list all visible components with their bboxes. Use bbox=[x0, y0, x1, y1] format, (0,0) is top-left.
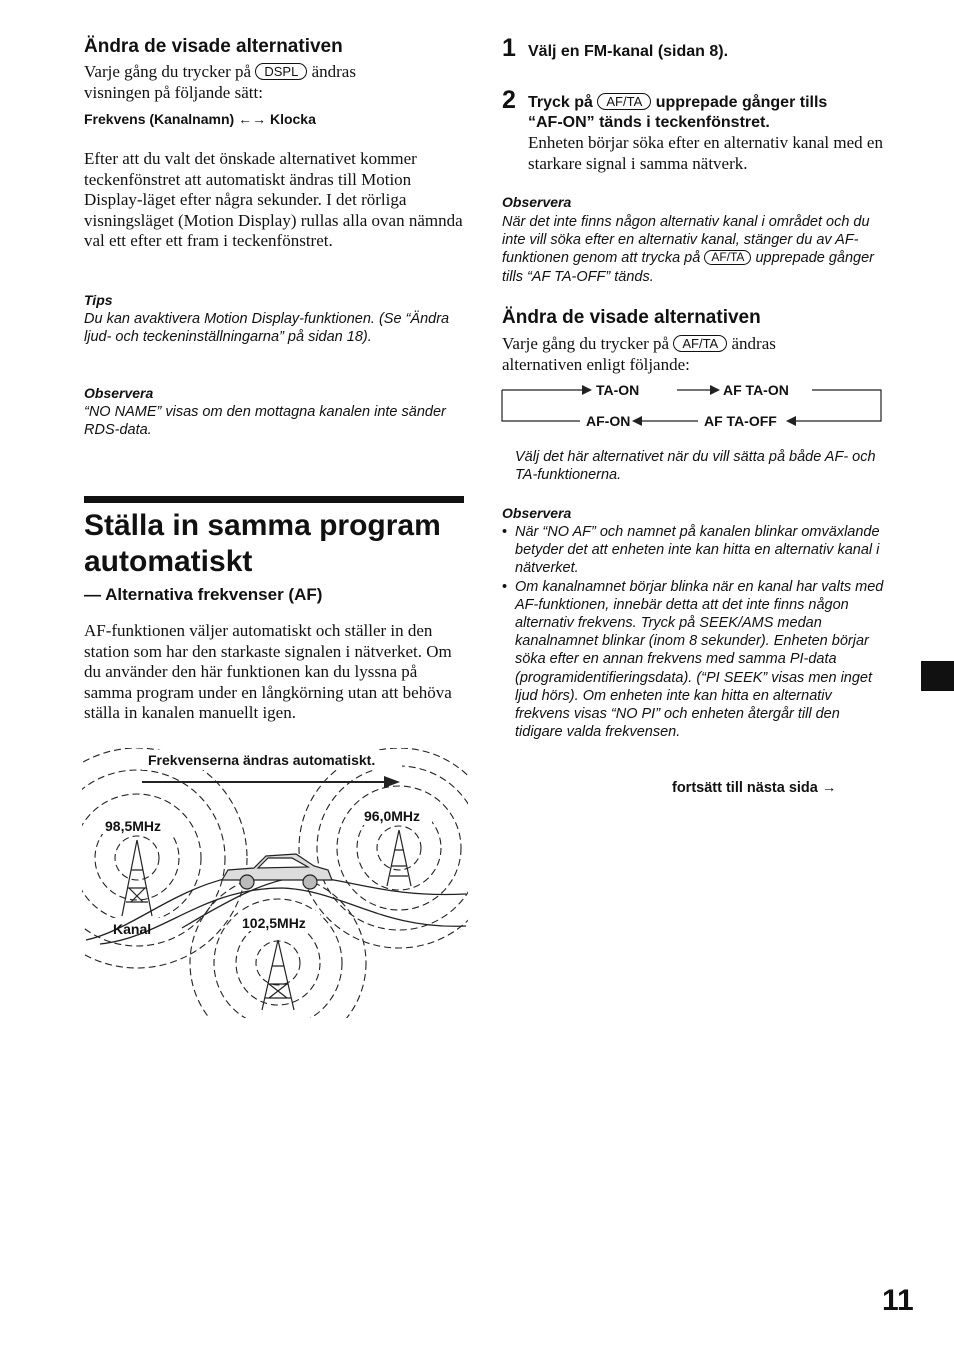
step-2 bbox=[528, 93, 888, 174]
intro-right-line2: alternativen enligt följande: bbox=[502, 354, 690, 374]
arrow-right-icon: → bbox=[821, 780, 837, 796]
display-intro-right bbox=[502, 334, 884, 375]
observe-text-left: “NO NAME” visas om den mottagna kanalen inte sänder RDS-data. bbox=[84, 404, 446, 439]
chapter-rule bbox=[84, 496, 464, 503]
intro-right-after: ändras bbox=[731, 334, 776, 353]
af-ta-key-2: AF/TA bbox=[673, 335, 727, 352]
sequence-from: Frekvens (Kanalnamn) bbox=[84, 111, 235, 127]
observe-heading-left: Observera bbox=[84, 385, 154, 401]
step-2-text-line2: “AF-ON” tänds i teckenfönstret. bbox=[528, 114, 770, 131]
observe-list bbox=[502, 523, 884, 741]
chapter-title-line2: automatiskt bbox=[84, 545, 253, 578]
display-paragraph: Efter att du valt det önskade alternativet kommer teckenfönstret att automatiskt ändras till Motion Display-läget efter några sekunder. I det rörliga visningsläget (Motion Display) rullas alla ovan nämnda val ett efter ett fram i teckenfönstret. bbox=[84, 149, 463, 250]
chapter-title-line1: Ställa in samma program bbox=[84, 509, 441, 542]
step-2-text-after: upprepade gånger tills bbox=[655, 94, 828, 111]
observe1-after: upprepade gånger tills “AF TA-OFF” tänds. bbox=[502, 250, 875, 285]
channel-label: Kanal bbox=[113, 921, 152, 937]
af-ta-key-small: AF/TA bbox=[704, 250, 751, 265]
af-ta-key: AF/TA bbox=[597, 93, 651, 110]
intro-line2: visningen på följande sätt: bbox=[84, 82, 263, 102]
cycle-af-ta-on: AF TA-ON bbox=[723, 382, 789, 398]
step-2-text-before: Tryck på bbox=[528, 94, 593, 111]
section-heading-display-left: Ändra de visade alternativen bbox=[84, 36, 343, 57]
af-ta-cycle-diagram bbox=[500, 378, 884, 428]
page-number: 11 bbox=[882, 1284, 914, 1317]
observe1-text: När det inte finns någon alternativ kanal i området och du inte vill söka efter en alternativ kanal, stänger du av AF-funktionen genom att trycka på bbox=[502, 214, 870, 267]
step-2-detail: Enheten börjar söka efter en alternativ kanal med en starkare signal i samma nätverk. bbox=[528, 133, 883, 173]
chapter-title bbox=[84, 508, 441, 580]
step-2-number: 2 bbox=[502, 86, 516, 114]
af-illustration-svg bbox=[82, 748, 468, 1018]
observe-item-1: • När “NO AF” och namnet på kanalen blinkar omväxlande betyder det att enheten inte kan hitta en alternativ kanal i nätverket. bbox=[502, 523, 884, 578]
cycle-af-ta-off: AF TA-OFF bbox=[704, 413, 777, 429]
cycle-arrows bbox=[500, 378, 884, 428]
observe-item-2: • Om kanalnamnet börjar blinka när en kanal har valts med AF-funktionen, innebär detta att det inte finns någon alternativ frekvens. Tryck på SEEK/AMS medan kanalnamnet blinkar (inom 8 sekunder). Enheten börjar söka efter en annan frekvens med samma PI-data (programidentifieringsdata). (“PI SEEK” visas men inget ljud hörs). Om enheten inte kan hitta en alternativ frekvens visas “NO PI” och enheten återgår till den tidigare valda frekvensen. bbox=[502, 578, 884, 742]
af-illustration bbox=[82, 748, 468, 1018]
observe-heading-right-2: Observera bbox=[502, 505, 572, 521]
freq-label-bottom: 102,5MHz bbox=[242, 915, 306, 931]
intro-text: Varje gång du trycker på bbox=[84, 62, 252, 81]
display-sequence bbox=[84, 111, 316, 127]
step-1-number: 1 bbox=[502, 34, 516, 62]
sequence-to: Klocka bbox=[269, 111, 316, 127]
tips-text: Du kan avaktivera Motion Display-funktionen. (Se “Ändra ljud- och teckeninställningarna” på sidan 18). bbox=[84, 311, 450, 346]
observe-heading-right-1: Observera bbox=[502, 194, 572, 210]
continue-text: fortsätt till nästa sida bbox=[672, 780, 818, 796]
chapter-subtitle: — Alternativa frekvenser (AF) bbox=[84, 585, 323, 604]
continue-link bbox=[672, 780, 836, 796]
step-1-text: Välj en FM-kanal (sidan 8). bbox=[528, 43, 729, 60]
cycle-ta-on: TA-ON bbox=[596, 382, 640, 398]
tips-heading: Tips bbox=[84, 292, 113, 308]
double-arrow-icon: ←→ bbox=[238, 111, 267, 127]
section-heading-display-right: Ändra de visade alternativen bbox=[502, 307, 761, 328]
intro-text-after: ändras bbox=[311, 62, 356, 81]
chapter-tab-marker bbox=[921, 661, 954, 691]
cycle-af-on: AF-ON bbox=[586, 413, 631, 429]
cycle-note: Välj det här alternativet när du vill sätta på både AF- och TA-funktionerna. bbox=[515, 449, 876, 484]
illustration-caption: Frekvenserna ändras automatiskt. bbox=[148, 752, 376, 768]
freq-label-right: 96,0MHz bbox=[364, 808, 421, 824]
dspl-key: DSPL bbox=[255, 63, 307, 80]
af-paragraph: AF-funktionen väljer automatiskt och ställer in den station som har den starkaste signalen i nätverket. Om du använder den här funktionen kan du lyssna på samma program under en långkörning utan att behöva ställa in kanalen manuellt igen. bbox=[84, 621, 452, 722]
display-intro-left bbox=[84, 62, 464, 103]
step-2-text bbox=[528, 93, 888, 133]
freq-label-left: 98,5MHz bbox=[105, 818, 162, 834]
observe-text-right-1 bbox=[502, 213, 884, 286]
intro-right-before: Varje gång du trycker på bbox=[502, 334, 670, 353]
